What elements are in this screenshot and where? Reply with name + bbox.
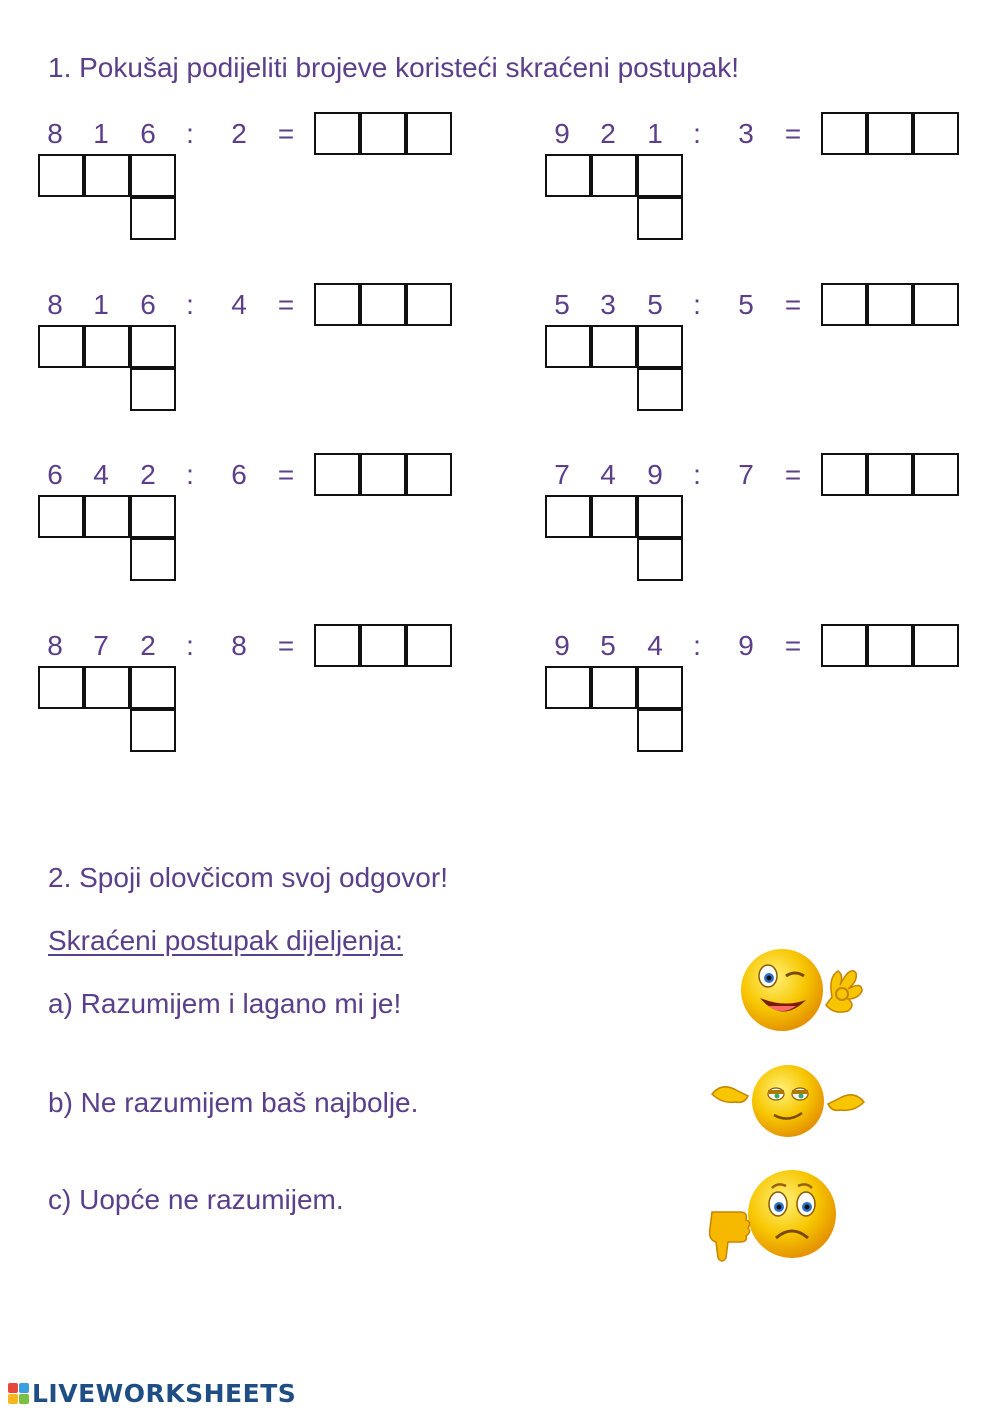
equals-sign: = <box>277 118 295 149</box>
dividend-digit-2: 1 <box>93 289 109 320</box>
dividend-digit-2: 4 <box>93 459 109 490</box>
dividend-digit-3: 1 <box>647 118 663 149</box>
working-box-2[interactable] <box>591 666 637 709</box>
working-box-2[interactable] <box>591 154 637 197</box>
division-problem <box>38 283 458 423</box>
answer-box-3[interactable] <box>913 283 959 326</box>
answer-box-3[interactable] <box>406 624 452 667</box>
equals-sign: = <box>784 118 802 149</box>
working-box-3[interactable] <box>637 495 683 538</box>
working-box-1[interactable] <box>545 666 591 709</box>
working-box-1[interactable] <box>38 154 84 197</box>
answer-box-2[interactable] <box>867 453 913 496</box>
working-box-1[interactable] <box>38 495 84 538</box>
working-box-4[interactable] <box>130 538 176 581</box>
division-problem <box>545 453 965 593</box>
dividend-digit-1: 8 <box>47 289 63 320</box>
division-problem <box>545 112 965 252</box>
exercise-1-title: 1. Pokušaj podijeliti brojeve koristeći skraćeni postupak! <box>48 52 740 83</box>
divisor: 4 <box>231 289 247 320</box>
division-sign: : <box>186 118 194 149</box>
answer-box-3[interactable] <box>913 453 959 496</box>
working-box-4[interactable] <box>637 709 683 752</box>
dividend-digit-1: 7 <box>554 459 570 490</box>
answer-box-1[interactable] <box>821 112 867 155</box>
equals-sign: = <box>277 630 295 661</box>
working-box-1[interactable] <box>545 154 591 197</box>
dividend-digit-3: 2 <box>140 459 156 490</box>
working-box-1[interactable] <box>38 325 84 368</box>
dividend-digit-1: 9 <box>554 630 570 661</box>
exercise-2-title: 2. Spoji olovčicom svoj odgovor! <box>48 862 448 893</box>
working-box-1[interactable] <box>38 666 84 709</box>
working-box-4[interactable] <box>130 197 176 240</box>
division-sign: : <box>186 459 194 490</box>
dividend-digit-3: 6 <box>140 289 156 320</box>
sad-thumbs-down-emoji-icon[interactable] <box>706 1168 842 1268</box>
answer-box-2[interactable] <box>867 624 913 667</box>
answer-box-1[interactable] <box>314 624 360 667</box>
divisor: 7 <box>738 459 754 490</box>
working-box-3[interactable] <box>637 325 683 368</box>
equals-sign: = <box>784 630 802 661</box>
division-problem <box>545 624 965 764</box>
divisor: 3 <box>738 118 754 149</box>
working-box-1[interactable] <box>545 325 591 368</box>
dividend-digit-2: 2 <box>600 118 616 149</box>
brand-name: LIVEWORKSHEETS <box>32 1378 297 1408</box>
logo-mark-icon <box>8 1383 29 1404</box>
division-sign: : <box>693 118 701 149</box>
working-box-4[interactable] <box>130 709 176 752</box>
answer-box-2[interactable] <box>360 283 406 326</box>
dividend-digit-1: 6 <box>47 459 63 490</box>
working-box-3[interactable] <box>130 325 176 368</box>
division-problem <box>545 283 965 423</box>
working-box-3[interactable] <box>130 495 176 538</box>
answer-box-1[interactable] <box>314 283 360 326</box>
shrugging-emoji-icon[interactable] <box>708 1060 868 1142</box>
divisor: 2 <box>231 118 247 149</box>
answer-box-3[interactable] <box>913 112 959 155</box>
divisor: 5 <box>738 289 754 320</box>
answer-box-2[interactable] <box>360 453 406 496</box>
working-box-1[interactable] <box>545 495 591 538</box>
dividend-digit-2: 3 <box>600 289 616 320</box>
dividend-digit-1: 9 <box>554 118 570 149</box>
divisor: 8 <box>231 630 247 661</box>
dividend-digit-3: 4 <box>647 630 663 661</box>
division-sign: : <box>693 459 701 490</box>
working-box-2[interactable] <box>84 325 130 368</box>
answer-box-1[interactable] <box>314 112 360 155</box>
answer-box-2[interactable] <box>360 112 406 155</box>
option-b-label[interactable]: b) Ne razumijem baš najbolje. <box>48 1087 419 1118</box>
division-problem <box>38 453 458 593</box>
dividend-digit-1: 8 <box>47 630 63 661</box>
liveworksheets-logo <box>8 1378 296 1408</box>
division-problem <box>38 624 458 764</box>
answer-box-2[interactable] <box>867 112 913 155</box>
dividend-digit-2: 1 <box>93 118 109 149</box>
working-box-4[interactable] <box>637 538 683 581</box>
division-sign: : <box>186 289 194 320</box>
division-sign: : <box>693 289 701 320</box>
division-sign: : <box>186 630 194 661</box>
answer-box-1[interactable] <box>821 283 867 326</box>
winking-ok-emoji-icon[interactable] <box>732 942 872 1037</box>
answer-box-3[interactable] <box>406 283 452 326</box>
dividend-digit-3: 5 <box>647 289 663 320</box>
divisor: 6 <box>231 459 247 490</box>
working-box-3[interactable] <box>130 666 176 709</box>
equals-sign: = <box>277 459 295 490</box>
division-sign: : <box>693 630 701 661</box>
answer-box-1[interactable] <box>821 453 867 496</box>
working-box-2[interactable] <box>591 495 637 538</box>
divisor: 9 <box>738 630 754 661</box>
working-box-3[interactable] <box>637 666 683 709</box>
equals-sign: = <box>784 289 802 320</box>
answer-box-1[interactable] <box>314 453 360 496</box>
dividend-digit-2: 7 <box>93 630 109 661</box>
working-box-4[interactable] <box>637 197 683 240</box>
dividend-digit-3: 2 <box>140 630 156 661</box>
dividend-digit-2: 5 <box>600 630 616 661</box>
answer-box-3[interactable] <box>406 453 452 496</box>
division-problem <box>38 112 458 252</box>
answer-box-1[interactable] <box>821 624 867 667</box>
dividend-digit-1: 8 <box>47 118 63 149</box>
dividend-digit-1: 5 <box>554 289 570 320</box>
answer-box-3[interactable] <box>913 624 959 667</box>
dividend-digit-2: 4 <box>600 459 616 490</box>
self-assessment-subtitle: Skraćeni postupak dijeljenja: <box>48 925 403 956</box>
option-a-label[interactable]: a) Razumijem i lagano mi je! <box>48 988 402 1019</box>
answer-box-2[interactable] <box>867 283 913 326</box>
answer-box-3[interactable] <box>406 112 452 155</box>
dividend-digit-3: 6 <box>140 118 156 149</box>
working-box-2[interactable] <box>84 495 130 538</box>
working-box-3[interactable] <box>637 154 683 197</box>
answer-box-2[interactable] <box>360 624 406 667</box>
option-c-label[interactable]: c) Uopće ne razumijem. <box>48 1184 344 1215</box>
working-box-2[interactable] <box>84 154 130 197</box>
working-box-4[interactable] <box>637 368 683 411</box>
equals-sign: = <box>277 289 295 320</box>
working-box-2[interactable] <box>84 666 130 709</box>
working-box-4[interactable] <box>130 368 176 411</box>
working-box-2[interactable] <box>591 325 637 368</box>
working-box-3[interactable] <box>130 154 176 197</box>
equals-sign: = <box>784 459 802 490</box>
dividend-digit-3: 9 <box>647 459 663 490</box>
